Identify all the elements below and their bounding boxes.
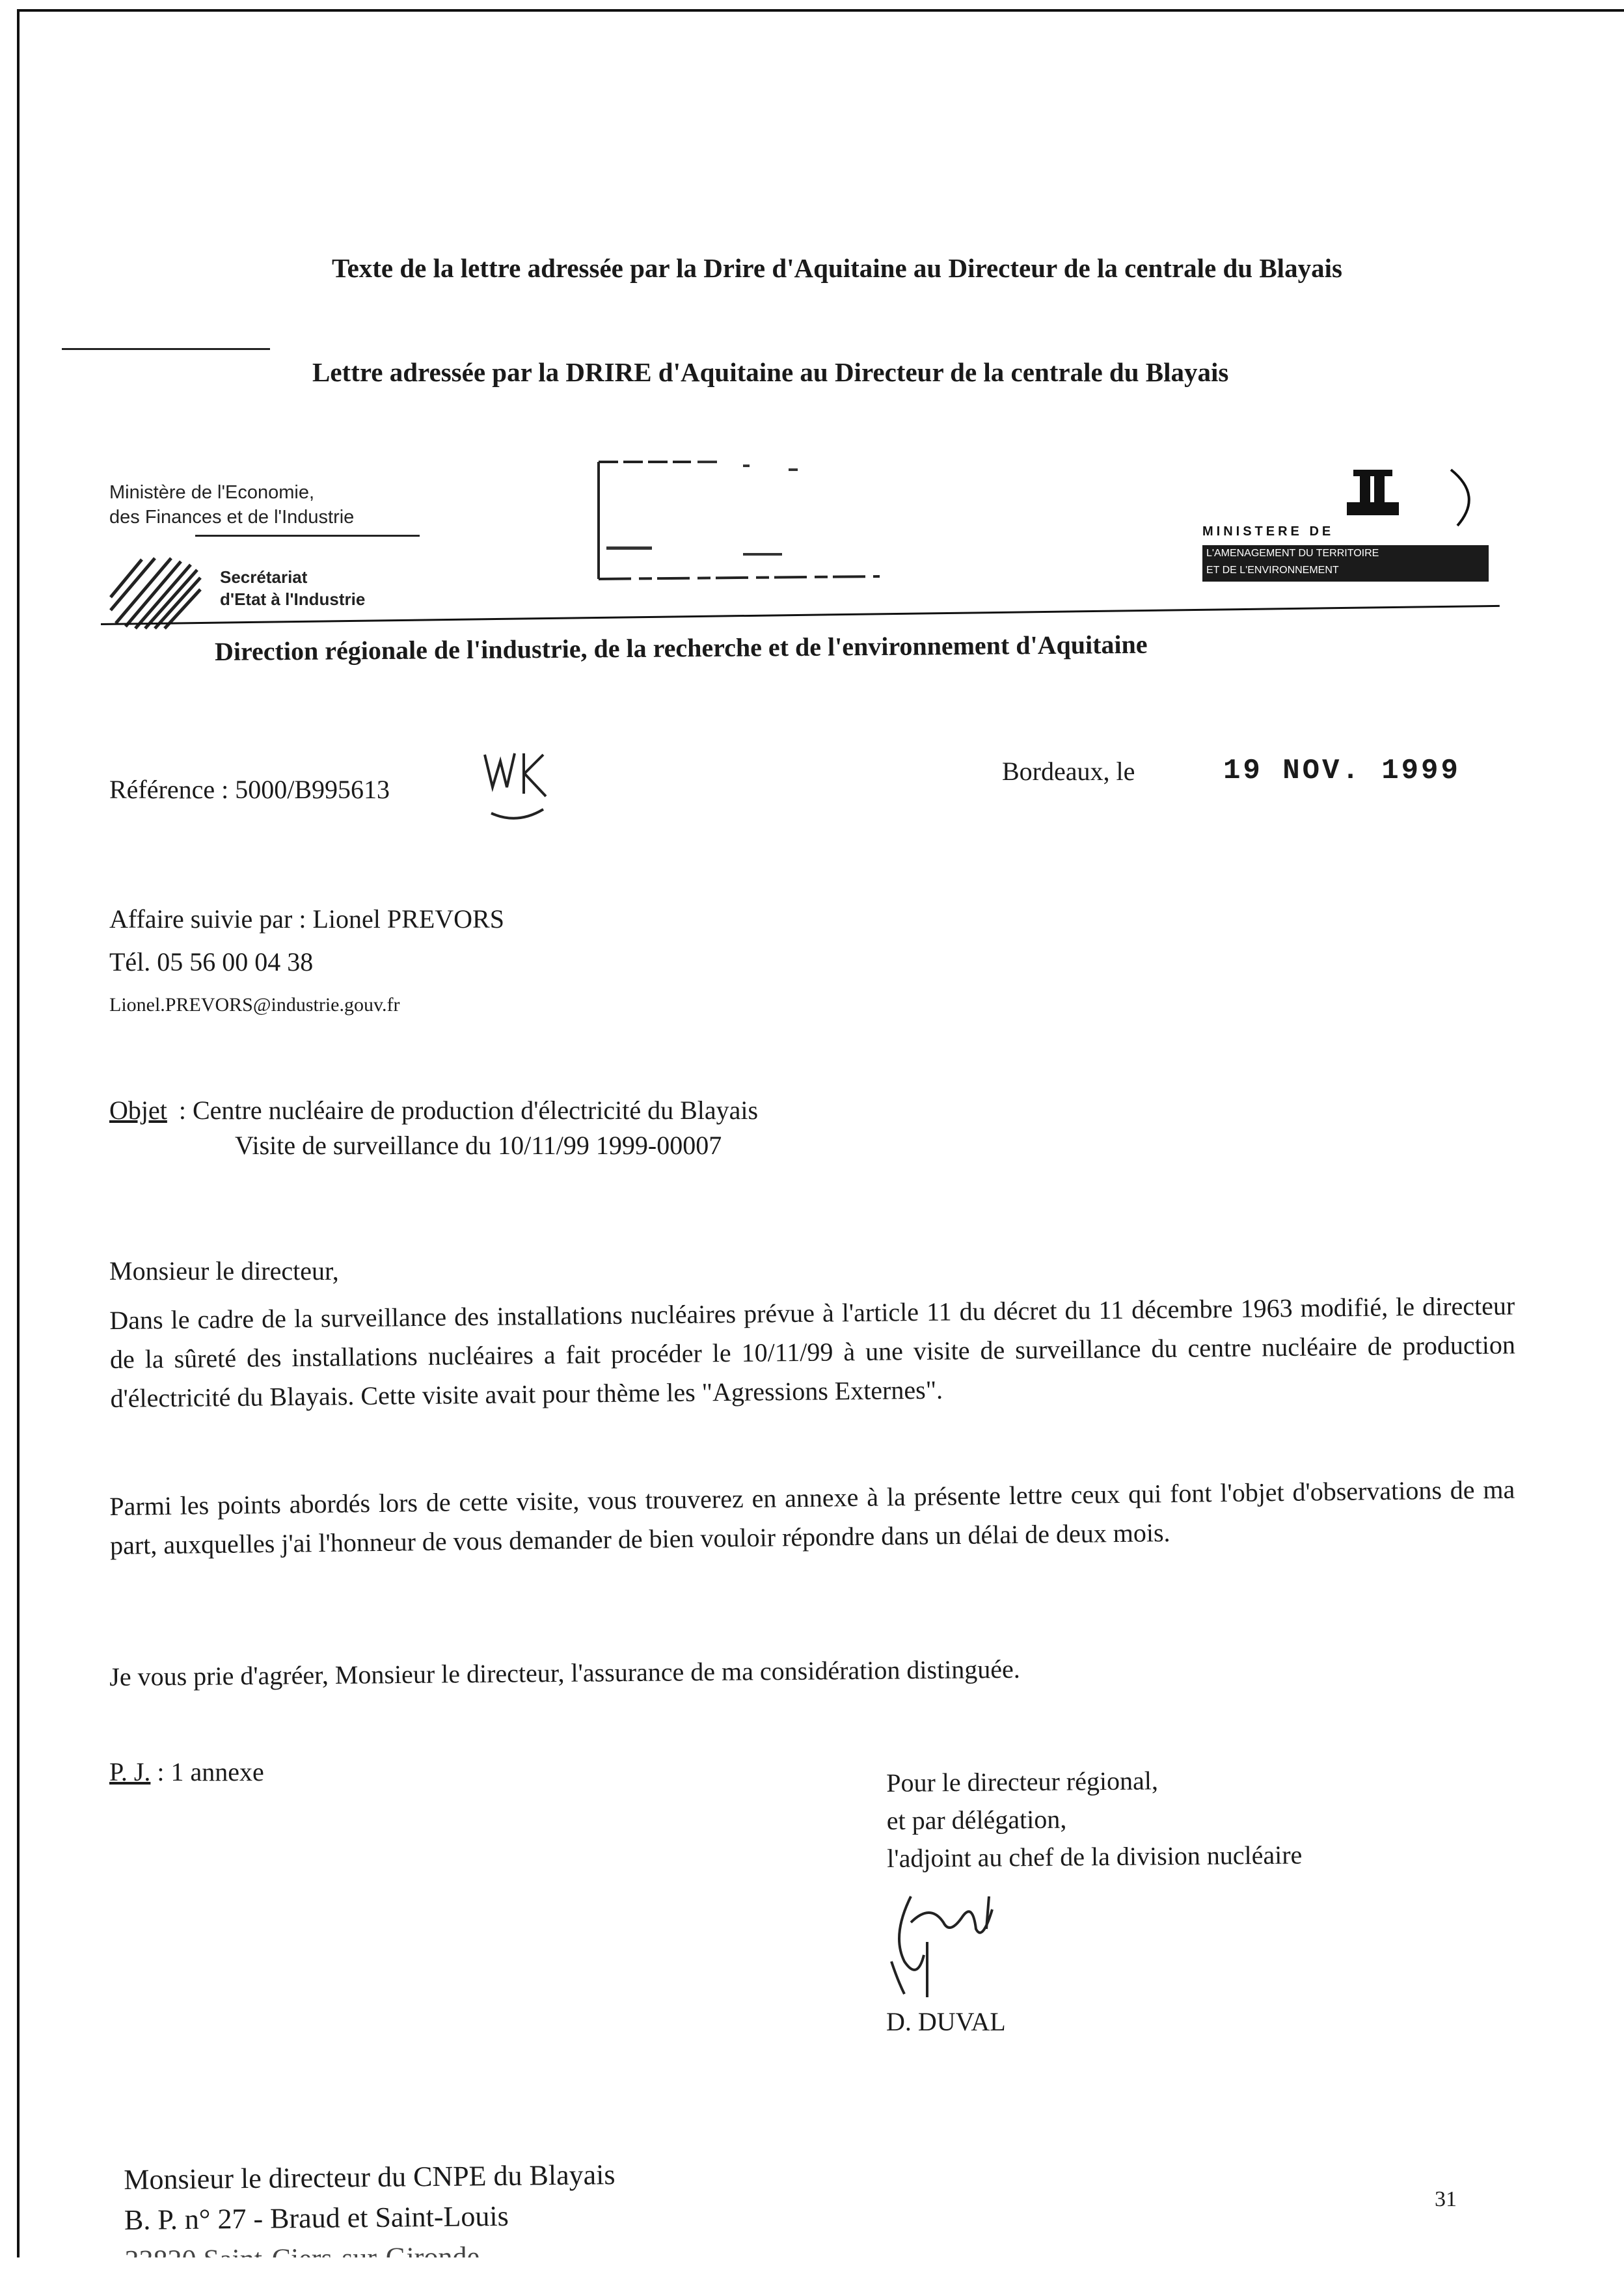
seal-ministry-band: [1202, 545, 1489, 582]
contact-block: [109, 898, 504, 1027]
ministry-line2: des Finances et de l'Industrie: [109, 507, 355, 528]
reference-number: Référence : 5000/B995613: [109, 775, 390, 804]
secretariat-line2: d'Etat à l'Industrie: [220, 589, 366, 609]
subject-line2: Visite de surveillance du 10/11/99 1999-00007: [235, 1131, 722, 1160]
body-paragraph-2: Parmi les points abordés lors de cette visite, vous trouverez en annexe à la présente lettre ceux qui font l'objet d'observations de ma part, auxquelles j'ai l'honneur de vous demander de bien vouloir répondre dans un délai de deux mois.: [109, 1474, 1515, 1560]
attachments-label: P. J.: [109, 1757, 151, 1786]
subject-colon: :: [178, 1096, 193, 1125]
recipient-line1: Monsieur le directeur du CNPE du Blayais: [124, 2159, 616, 2196]
page-number: 31: [1435, 2187, 1457, 2211]
signature-line3: l'adjoint au chef de la division nucléaire: [887, 1840, 1303, 1873]
body-paragraph-1: Dans le cadre de la surveillance des installations nucléaires prévue à l'article 11 du décret du 11 décembre 1963 modifié, le directeur de la sûreté des installations nucléaires a fait procéder le 10/11/99 à une visite de surveillance du centre nucléaire de production d'électricité du Blayais. Cette visite avait pour thème les "Agressions Externes".: [109, 1291, 1516, 1413]
title-divider: [62, 348, 270, 350]
signature-block: [886, 1760, 1303, 1878]
seal-band-line1: L'AMENAGEMENT DU TERRITOIRE: [1206, 548, 1379, 559]
contact-phone: Tél. 05 56 00 04 38: [109, 947, 314, 977]
signature-line1: Pour le directeur régional,: [886, 1766, 1159, 1798]
signature-line2: et par délégation,: [886, 1804, 1067, 1835]
secretariat-line1: Secrétariat: [220, 567, 308, 587]
handwritten-signature-icon: [865, 1883, 1035, 2007]
ministry-name: [109, 480, 354, 530]
subject-label: Objet: [109, 1096, 167, 1125]
body-paragraph-3: Je vous prie d'agréer, Monsieur le directeur, l'assurance de ma considération distinguée.: [109, 1654, 1021, 1691]
seal-band-line2: ET DE L'ENVIRONNEMENT: [1206, 565, 1339, 576]
signer-name: D. DUVAL: [886, 2007, 1006, 2036]
seal-ministry-label: MINISTERE DE: [1202, 524, 1334, 539]
regional-direction-name: Direction régionale de l'industrie, de la recherche et de l'environnement d'Aquitaine: [214, 629, 1148, 666]
attachments-line: [109, 1757, 264, 1787]
secretariat-name: [220, 566, 365, 610]
document-subtitle: Lettre adressée par la DRIRE d'Aquitaine au Directeur de la centrale du Blayais: [312, 357, 1229, 387]
handwritten-initials-icon: [478, 742, 563, 833]
ministry-line1: Ministère de l'Economie,: [109, 482, 315, 503]
contact-name: Affaire suivie par : Lionel PREVORS: [109, 904, 504, 934]
contact-email[interactable]: Lionel.PREVORS@industrie.gouv.fr: [109, 994, 400, 1016]
subject-line1: Centre nucléaire de production d'électricité du Blayais: [193, 1096, 759, 1125]
date-stamp: 19 NOV. 1999: [1223, 755, 1461, 787]
document-title: Texte de la lettre adressée par la Drire d'Aquitaine au Directeur de la centrale du Blayais: [332, 253, 1342, 283]
attachments-value: : 1 annexe: [157, 1757, 264, 1786]
subject-block: [109, 1093, 758, 1163]
salutation: Monsieur le directeur,: [109, 1256, 339, 1286]
hatched-logo-icon: [109, 545, 207, 630]
page-border-top: [17, 9, 1624, 12]
letter-place: Bordeaux, le: [1002, 757, 1135, 786]
page-border-left: [17, 9, 20, 2273]
ministry-underline: [195, 535, 420, 537]
recipient-line2: B. P. n° 27 - Braud et Saint-Louis: [124, 2200, 509, 2236]
redacted-logo-box: [593, 455, 880, 583]
page-bottom-edge: [0, 2257, 1624, 2290]
